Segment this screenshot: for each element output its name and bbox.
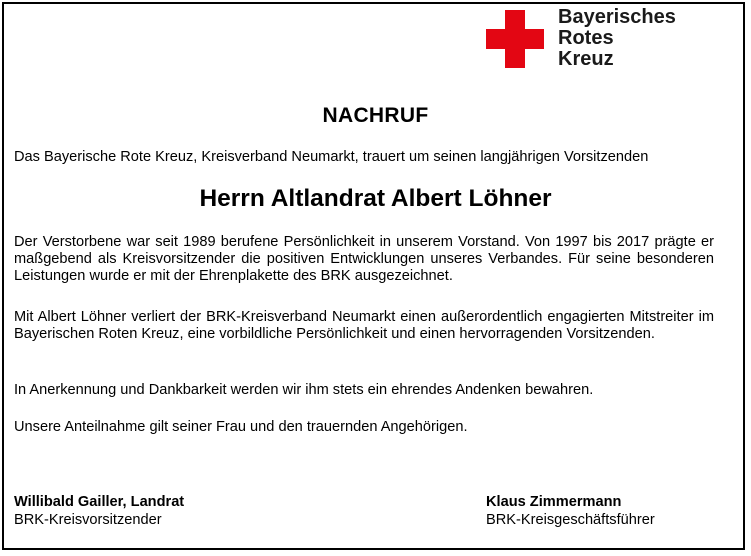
paragraph-1: Der Verstorbene war seit 1989 berufene Persönlichkeit in unserem Vorstand. Von 1997 bis 2017 prägte er maßgebend als Kreisvorsitzender die positiven Entwicklungen unseres Verbandes. Für seine besonderen Leistungen wurde er mit der Ehrenplakette des BRK ausgezeichnet. <box>14 234 714 284</box>
signature-left-name: Willibald Gailler, Landrat <box>14 494 185 510</box>
signature-right-role: BRK-Kreisgeschäftsführer <box>486 512 655 528</box>
signature-left-role: BRK-Kreisvorsitzender <box>14 512 162 528</box>
intro-text: Das Bayerische Rote Kreuz, Kreisverband Neumarkt, trauert um seinen langjährigen Vorsitzenden <box>14 149 649 165</box>
deceased-name: Herrn Altlandrat Albert Löhner <box>199 185 552 212</box>
paragraph-3: In Anerkennung und Dankbarkeit werden wir ihm stets ein ehrendes Andenken bewahren. <box>14 382 594 398</box>
logo-line-3: Kreuz <box>558 48 614 70</box>
logo-line-2: Rotes <box>558 27 614 49</box>
logo-line-1: Bayerisches <box>558 6 676 28</box>
red-cross-icon <box>486 10 544 68</box>
logo-wordmark <box>558 7 676 70</box>
paragraph-2: Mit Albert Löhner verliert der BRK-Kreisverband Neumarkt einen außerordentlich engagierten Mitstreiter im Bayerischen Roten Kreuz, eine vorbildliche Persönlichkeit und einen hervorragenden Vorsitzenden. <box>14 309 714 342</box>
signature-right-name: Klaus Zimmermann <box>486 494 622 510</box>
brk-logo <box>486 8 706 70</box>
page-title: NACHRUF <box>322 104 429 127</box>
paragraph-4: Unsere Anteilnahme gilt seiner Frau und den trauernden Angehörigen. <box>14 419 468 435</box>
signature-right <box>486 493 655 529</box>
signature-left <box>14 493 184 529</box>
